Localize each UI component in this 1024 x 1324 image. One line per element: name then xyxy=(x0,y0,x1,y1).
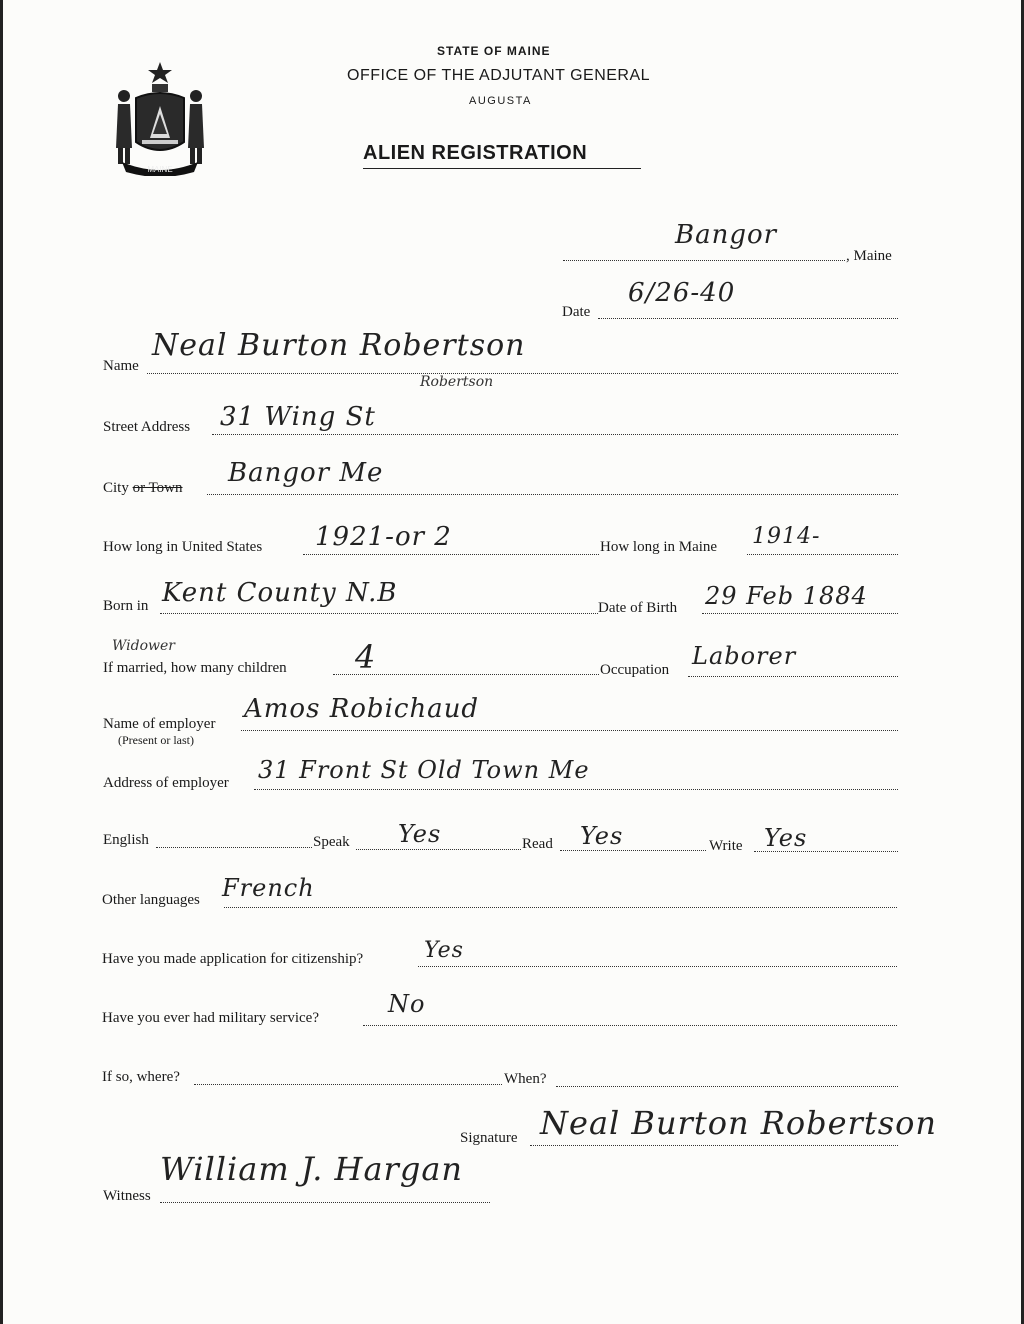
maine-duration-label: How long in Maine xyxy=(600,539,718,555)
dob-line xyxy=(702,613,898,614)
speak-line xyxy=(356,849,521,850)
employer-sublabel: (Present or last) xyxy=(118,733,194,747)
name-line xyxy=(147,373,898,374)
employer-label: Name of employer xyxy=(103,716,216,732)
svg-text:MAINE: MAINE xyxy=(147,165,173,174)
employer-address-value: 31 Front St Old Town Me xyxy=(258,756,590,784)
born-line xyxy=(160,613,598,614)
occupation-label: Occupation xyxy=(600,662,670,678)
city-label-prefix: City xyxy=(103,480,133,496)
english-label: English xyxy=(103,832,149,848)
employer-address-label: Address of employer xyxy=(103,775,229,791)
form-title: ALIEN REGISTRATION xyxy=(363,142,588,164)
street-label: Street Address xyxy=(103,419,191,435)
occupation-value: Laborer xyxy=(692,642,797,670)
occupation-line xyxy=(688,676,898,677)
name-annotation: Robertson xyxy=(420,374,494,390)
speak-value: Yes xyxy=(398,820,442,848)
us-duration-value: 1921-or 2 xyxy=(315,522,452,552)
maine-state-seal-icon xyxy=(108,58,212,176)
signature-line xyxy=(530,1145,898,1146)
scan-border-left xyxy=(0,0,3,1324)
born-label: Born in xyxy=(103,598,149,614)
military-value: No xyxy=(388,990,426,1018)
witness-line xyxy=(160,1202,490,1203)
name-value: Neal Burton Robertson xyxy=(152,328,526,363)
other-languages-label: Other languages xyxy=(102,892,200,908)
other-languages-value: French xyxy=(222,874,315,902)
read-value: Yes xyxy=(580,822,624,850)
read-line xyxy=(560,850,706,851)
location-value: Bangor xyxy=(675,220,778,250)
maine-duration-line xyxy=(747,554,898,555)
signature-label: Signature xyxy=(460,1130,518,1146)
header-state: STATE OF MAINE xyxy=(437,44,551,58)
witness-label: Witness xyxy=(103,1188,151,1204)
military-where-line xyxy=(194,1084,502,1085)
write-value: Yes xyxy=(764,824,808,852)
children-annotation: Widower xyxy=(112,638,175,654)
header-office: OFFICE OF THE ADJUTANT GENERAL xyxy=(347,67,651,84)
military-when-line xyxy=(556,1086,898,1087)
street-line xyxy=(212,434,898,435)
born-value: Kent County N.B xyxy=(162,578,398,608)
speak-label: Speak xyxy=(313,834,350,850)
read-label: Read xyxy=(522,836,553,852)
date-value: 6/26-40 xyxy=(628,278,736,308)
city-value: Bangor Me xyxy=(228,458,384,488)
military-when-label: When? xyxy=(504,1071,547,1087)
citizenship-value: Yes xyxy=(424,938,464,963)
dob-value: 29 Feb 1884 xyxy=(705,582,868,610)
other-languages-line xyxy=(224,907,897,908)
citizenship-label: Have you made application for citizenship? xyxy=(102,951,364,967)
name-label: Name xyxy=(103,358,139,374)
city-line xyxy=(207,494,898,495)
date-line xyxy=(598,318,898,319)
military-where-label: If so, where? xyxy=(102,1069,180,1085)
location-line xyxy=(563,260,845,261)
military-label: Have you ever had military service? xyxy=(102,1010,319,1026)
maine-duration-value: 1914- xyxy=(752,524,821,549)
citizenship-line xyxy=(418,966,897,967)
date-label: Date xyxy=(562,304,591,320)
header-city: AUGUSTA xyxy=(469,95,532,107)
employer-address-line xyxy=(254,789,898,790)
children-label: If married, how many children xyxy=(103,660,287,676)
city-label xyxy=(103,480,183,497)
us-duration-line xyxy=(303,554,599,555)
location-suffix: , Maine xyxy=(846,248,892,264)
title-underline xyxy=(363,168,641,169)
city-label-struck: or Town xyxy=(132,480,183,496)
english-line xyxy=(156,847,312,848)
dob-label: Date of Birth xyxy=(598,600,678,616)
street-value: 31 Wing St xyxy=(220,402,376,432)
military-line xyxy=(363,1025,897,1026)
write-label: Write xyxy=(709,838,743,854)
us-duration-label: How long in United States xyxy=(103,539,263,555)
signature-value: Neal Burton Robertson xyxy=(540,1104,937,1142)
children-value: 4 xyxy=(355,638,377,676)
employer-line xyxy=(241,730,898,731)
witness-value: William J. Hargan xyxy=(160,1150,463,1188)
employer-value: Amos Robichaud xyxy=(244,694,480,724)
